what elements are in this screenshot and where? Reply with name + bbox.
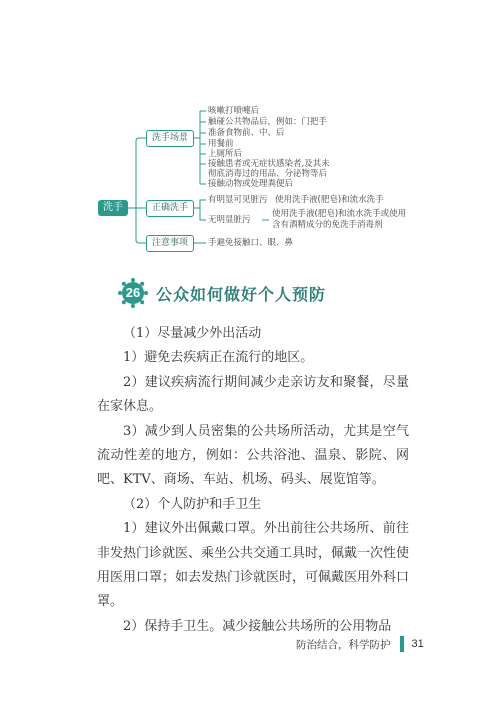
footer-divider — [400, 636, 404, 652]
note-item: 手避免接触口、眼、鼻 — [208, 238, 294, 248]
scenario-item: 触碰公共物品后，例如：门把手 — [208, 117, 328, 127]
branch-correct-method: 正确洗手 — [146, 200, 194, 217]
scenario-item: 彻底消毒过的用品、分泌物等后 — [208, 169, 328, 179]
branch-scenarios: 洗手场景 — [146, 130, 194, 147]
footer-text: 防治结合，科学防护 — [296, 638, 391, 651]
branch-notes: 注意事项 — [146, 235, 194, 252]
scenario-item: 接触患者或无症状感染者,及其未 — [208, 159, 330, 169]
method-visible-dirt: 使用洗手液(肥皂)和流水洗手 — [275, 195, 384, 205]
scenario-item: 咳嗽打喷嚏后 — [208, 106, 260, 116]
method-no-visible-dirt: 使用洗手液(肥皂)和流水洗手或使用含有酒精成分的免洗手消毒剂 — [272, 209, 407, 230]
mindmap-root: 洗手 — [98, 200, 128, 216]
paragraph: 1）建议外出佩戴口罩。外出前往公共场所、前往非发热门诊就医、乘坐公共交通工具时，佩戴一次性使用医用口罩；如去发热门诊就医时，可佩戴医用外科口罩。 — [97, 521, 410, 610]
scenario-item: 用餐前 — [208, 139, 234, 149]
paragraph: 1）避免去疾病正在流行的地区。 — [123, 350, 314, 366]
paragraph: （2）个人防护和手卫生 — [123, 496, 262, 512]
paragraph: 2）保持手卫生。减少接触公共场所的公用物品 — [123, 618, 392, 634]
section-number: 26 — [125, 285, 141, 300]
page-footer — [296, 636, 424, 652]
paragraph: 3）减少到人员密集的公共场所活动，尤其是空气流动性差的地方，例如：公共浴池、温泉、影院、网吧、KTV、商场、车站、机场、码头、展览馆等。 — [97, 423, 409, 488]
paragraph: 2）建议疾病流行期间减少走亲访友和聚餐，尽量在家休息。 — [97, 374, 409, 415]
scenario-item: 接触动物或处理粪便后 — [208, 179, 294, 189]
section-title: 公众如何做好个人预防 — [156, 284, 327, 304]
body-text — [97, 322, 409, 639]
paragraph: （1）尽量减少外出活动 — [123, 326, 262, 341]
page-number: 31 — [411, 638, 424, 650]
condition-no-visible-dirt: 无明显脏污 — [208, 215, 251, 225]
condition-visible-dirt: 有明显可见脏污 — [208, 195, 268, 205]
section-number-badge — [118, 278, 148, 308]
scenario-item: 上厕所后 — [208, 149, 243, 159]
section-heading — [118, 278, 326, 308]
scenario-item: 准备食物前、中、后 — [208, 128, 285, 138]
